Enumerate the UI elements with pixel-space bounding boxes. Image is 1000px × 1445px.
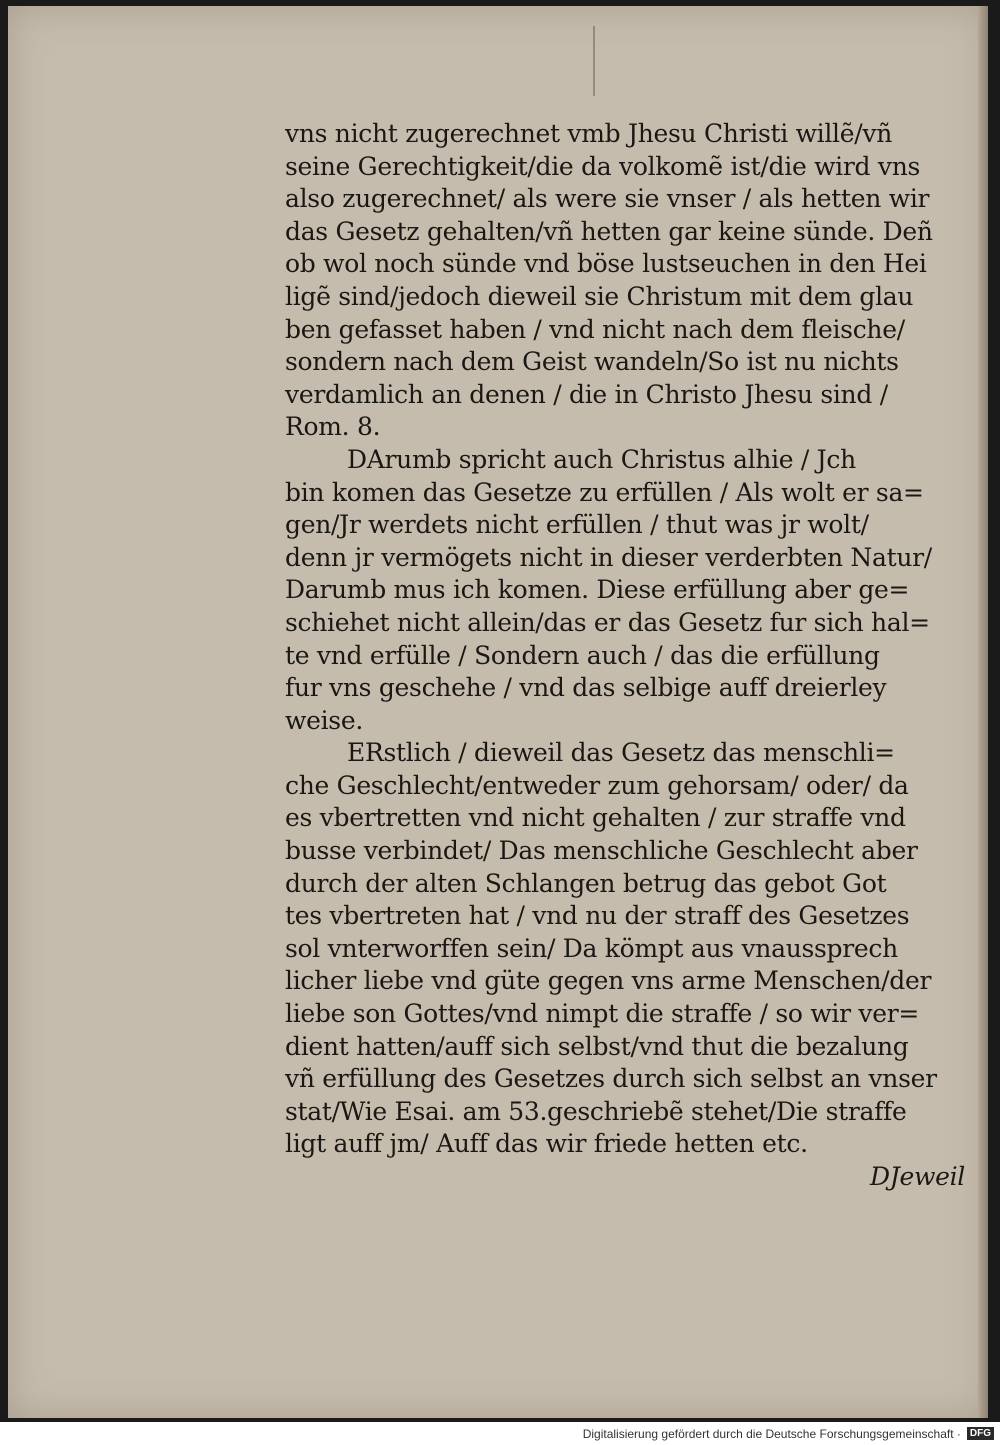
footer-bar [0,1422,1000,1445]
dfg-logo-icon: DFG [967,1427,994,1440]
text-line: sol vnterworffen sein/ Da kömpt aus vnaussprech [285,933,898,963]
text-line: tes vbertreten hat / vnd nu der straff des Gesetzes [285,901,910,931]
text-line: verdamlich an denen / die in Christo Jhesu sind / [285,379,888,409]
text-line: Darumb mus ich komen. Diese erfüllung aber ge= [285,575,910,605]
text-line: ben gefasset haben / vnd nicht nach dem fleische/ [285,314,905,344]
text-line: ligẽ sind/jedoch dieweil sie Christum mit dem glau [285,281,914,311]
text-line: liebe son Gottes/vnd nimpt die straffe / so wir ver= [285,999,920,1029]
text-line: te vnd erfülle / Sondern auch / das die erfüllung [285,640,880,670]
text-line: Rom. 8. [285,412,381,442]
text-line: ob wol noch sünde vnd böse lustseuchen in den Hei [285,249,927,279]
text-line: seine Gerechtigkeit/die da volkomẽ ist/die wird vns [285,151,921,181]
paragraph-start: DArumb spricht auch Christus alhie / Jch [347,444,856,474]
text-line: dient hatten/auff sich selbst/vnd thut die bezalung [285,1031,909,1061]
footer-credit: Digitalisierung gefördert durch die Deutsche Forschungsgemeinschaft · [582,1426,961,1441]
text-line: gen/Jr werdets nicht erfüllen / thut was jr wolt/ [285,510,869,540]
text-line: denn jr vermögets nicht in dieser verderbten Natur/ [285,542,932,572]
page-fold [593,26,595,96]
text-line: stat/Wie Esai. am 53.geschriebẽ stehet/Die straffe [285,1096,907,1126]
text-line: busse verbindet/ Das menschliche Geschlecht aber [285,836,918,866]
text-line: che Geschlecht/entweder zum gehorsam/ oder/ da [285,770,909,800]
paragraph-start: ERstlich / dieweil das Gesetz das menschli= [347,738,895,768]
text-line: vns nicht zugerechnet vmb Jhesu Christi willẽ/vñ [285,119,892,148]
text-line: das Gesetz gehalten/vñ hetten gar keine sünde. Deñ [285,216,933,246]
text-line: vñ erfüllung des Gesetzes durch sich selbst an vnser [285,1064,937,1094]
text-line: bin komen das Gesetze zu erfüllen / Als wolt er sa= [285,477,924,507]
text-line: licher liebe vnd güte gegen vns arme Menschen/der [285,966,932,996]
catchword: DJeweil [870,1162,965,1191]
text-line: schiehet nicht allein/das er das Gesetz fur sich hal= [285,607,930,637]
text-line: weise. [285,705,363,735]
text-line: fur vns geschehe / vnd das selbige auff dreierley [285,673,887,703]
text-line: also zugerechnet/ als were sie vnser / als hetten wir [285,184,930,214]
text-line: durch der alten Schlangen betrug das gebot Got [285,868,887,898]
text-line: es vbertretten vnd nicht gehalten / zur straffe vnd [285,803,906,833]
text-line: sondern nach dem Geist wandeln/So ist nu nichts [285,347,899,377]
page-edge [978,6,988,1418]
text-line: ligt auff jm/ Auff das wir friede hetten etc. [285,1129,808,1159]
page-text [285,118,975,1194]
